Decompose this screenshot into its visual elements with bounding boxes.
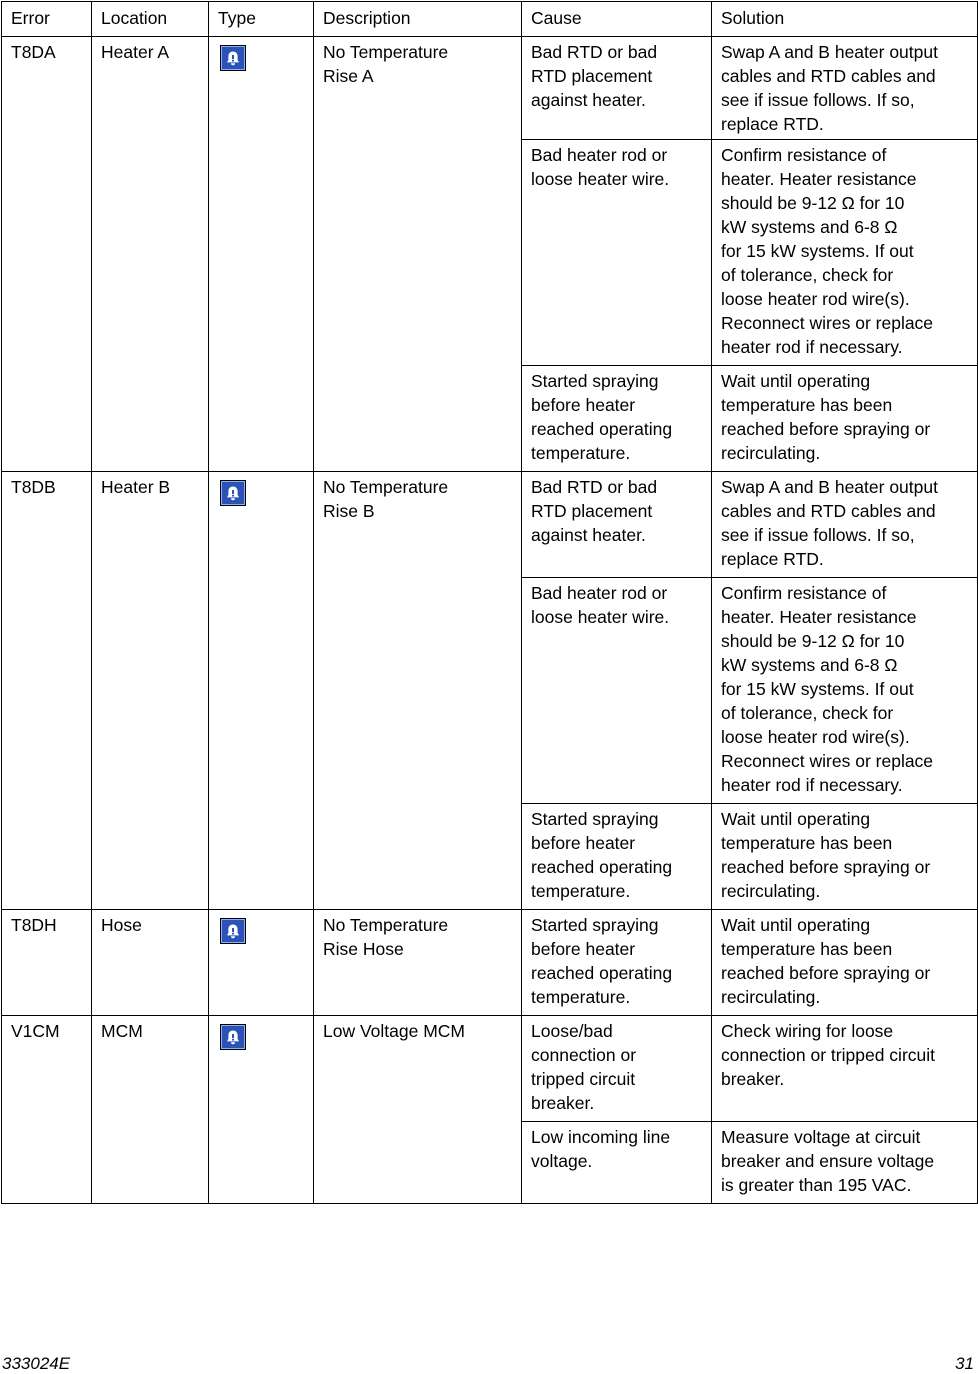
solution-cell: Wait until operating temperature has been reached before spraying or recirculating.: [712, 366, 978, 472]
type-cell: [209, 37, 314, 472]
header-cause: Cause: [522, 2, 712, 37]
table-row: [2, 472, 978, 578]
header-description: Description: [314, 2, 522, 37]
solution-cell: Confirm resistance of heater. Heater resistance should be 9-12 Ω for 10 kW systems and 6-8 Ω for 15 kW systems. If out of tolerance, check for loose heater rod wire(s). Reconnect wires or replace heater rod if necessary.: [712, 578, 978, 804]
cause-cell: Bad heater rod or loose heater wire.: [522, 578, 712, 804]
page-number: 31: [955, 1354, 974, 1373]
cause-cell: Started spraying before heater reached operating temperature.: [522, 366, 712, 472]
solution-cell: Swap A and B heater output cables and RTD cables and see if issue follows. If so, replace RTD.: [712, 37, 978, 140]
header-error: Error: [2, 2, 92, 37]
cause-cell: Bad RTD or bad RTD placement against heater.: [522, 37, 712, 140]
description-cell: No Temperature Rise Hose: [314, 910, 522, 1016]
table-row: [2, 1016, 978, 1122]
header-solution: Solution: [712, 2, 978, 37]
solution-cell: Confirm resistance of heater. Heater resistance should be 9-12 Ω for 10 kW systems and 6-8 Ω for 15 kW systems. If out of tolerance, check for loose heater rod wire(s). Reconnect wires or replace heater rod if necessary.: [712, 140, 978, 366]
description-cell: No Temperature Rise B: [314, 472, 522, 910]
error-code-cell: T8DB: [2, 472, 92, 910]
error-code-cell: T8DA: [2, 37, 92, 472]
solution-cell: Check wiring for loose connection or tripped circuit breaker.: [712, 1016, 978, 1122]
solution-cell: Measure voltage at circuit breaker and ensure voltage is greater than 195 VAC.: [712, 1122, 978, 1204]
cause-cell: Started spraying before heater reached operating temperature.: [522, 804, 712, 910]
solution-cell: Swap A and B heater output cables and RTD cables and see if issue follows. If so, replace RTD.: [712, 472, 978, 578]
header-location: Location: [92, 2, 209, 37]
table-header-row: [2, 2, 978, 37]
alarm-bell-icon: [220, 1024, 246, 1050]
alarm-bell-icon: [220, 45, 246, 71]
table-body: [2, 37, 978, 1204]
description-cell: Low Voltage MCM: [314, 1016, 522, 1204]
error-code-cell: V1CM: [2, 1016, 92, 1204]
cause-cell: Started spraying before heater reached operating temperature.: [522, 910, 712, 1016]
location-cell: Hose: [92, 910, 209, 1016]
document-number: 333024E: [2, 1354, 71, 1373]
type-cell: [209, 910, 314, 1016]
location-cell: Heater B: [92, 472, 209, 910]
error-code-cell: T8DH: [2, 910, 92, 1016]
type-cell: [209, 472, 314, 910]
description-cell: No Temperature Rise A: [314, 37, 522, 472]
location-cell: MCM: [92, 1016, 209, 1204]
error-code-table: [1, 1, 978, 1204]
cause-cell: Loose/bad connection or tripped circuit breaker.: [522, 1016, 712, 1122]
table-row: [2, 37, 978, 140]
table-row: [2, 910, 978, 1016]
solution-cell: Wait until operating temperature has been reached before spraying or recirculating.: [712, 804, 978, 910]
type-cell: [209, 1016, 314, 1204]
header-type: Type: [209, 2, 314, 37]
solution-cell: Wait until operating temperature has been reached before spraying or recirculating.: [712, 910, 978, 1016]
cause-cell: Low incoming line voltage.: [522, 1122, 712, 1204]
cause-cell: Bad heater rod or loose heater wire.: [522, 140, 712, 366]
alarm-bell-icon: [220, 918, 246, 944]
location-cell: Heater A: [92, 37, 209, 472]
alarm-bell-icon: [220, 480, 246, 506]
cause-cell: Bad RTD or bad RTD placement against heater.: [522, 472, 712, 578]
